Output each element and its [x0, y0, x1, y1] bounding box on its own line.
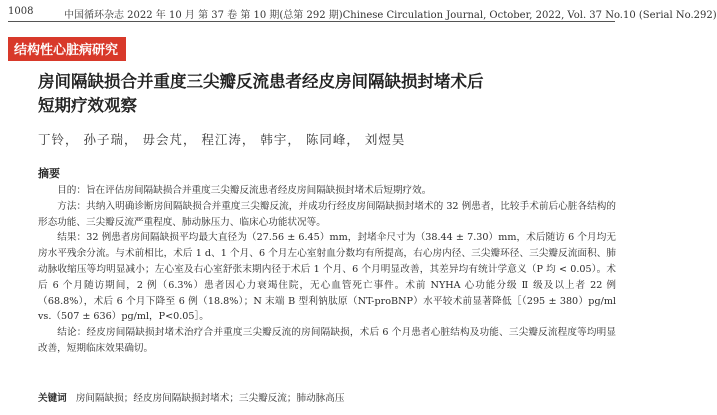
keywords-label: 关键词	[38, 393, 67, 404]
article-title	[38, 70, 598, 118]
abstract-body	[38, 183, 616, 357]
abstract-methods: 方法：共纳入明确诊断房间隔缺损合并重度三尖瓣反流，并成功行经皮房间隔缺损封堵术的 32 例患者，比较手术前后心脏各结构的形态功能、三尖瓣反流严重程度、肺动脉压力、临床心功能状况等。	[38, 200, 616, 228]
abstract-results: 结果：32 例患者房间隔缺损平均最大直径为（27.56 ± 6.45）mm，封堵伞尺寸为（38.44 ± 7.30）mm，术后随访 6 个月均无房水平残余分流。与术前相比，术后 1 d、1 个月、6 个月左心室射血分数均有所提高，右心房内径、三尖瓣环径、三尖瓣反流面积、肺动脉收缩压等均明显减小；左心室及右心室舒张末期内径于术后 1 个月、6 个月明显改善，其差异均有统计学意义（P 均 < 0.05）。术后 6 个月随访期间，2 例（6.3%）患者因心力衰竭住院，无心血管死亡事件。术前 NYHA 心功能分级 Ⅱ 级及以上者 22 例（68.8%），术后 6 个月下降至 6 例（18.8%）；N 末端 B 型利钠肽原（NT-proBNP）水平较术前显著降低［（295 ± 380）pg/ml vs.（507 ± 636）pg/ml，P<0.05］。	[38, 232, 616, 323]
title-line-2: 短期疗效观察	[38, 96, 137, 115]
page-number: 1008	[8, 6, 34, 17]
keywords-text: 房间隔缺损；经皮房间隔缺损封堵术；三尖瓣反流；肺动脉高压	[75, 393, 345, 404]
journal-citation: 中国循环杂志 2022 年 10 月 第 37 卷 第 10 期(总第 292 期)Chinese Circulation Journal, October, 2022, Vol. 37 No.10 (Serial No.292)	[64, 10, 717, 21]
header-divider	[8, 21, 615, 22]
keywords	[38, 390, 344, 404]
page-header	[0, 0, 717, 22]
abstract-objective: 目的：旨在评估房间隔缺损合并重度三尖瓣反流患者经皮房间隔缺损封堵术后短期疗效。	[57, 185, 432, 196]
author-list: 丁铃， 孙子瑞， 毋会芃， 程江涛， 韩宇， 陈同峰， 刘煜昊	[38, 132, 406, 147]
abstract-conclusion: 结论：经皮房间隔缺损封堵术治疗合并重度三尖瓣反流的房间隔缺损，术后 6 个月患者心脏结构及功能、三尖瓣反流程度等均明显改善，短期临床效果确切。	[38, 327, 616, 354]
section-tag: 结构性心脏病研究	[8, 37, 126, 61]
abstract-heading: 摘要	[38, 167, 60, 180]
title-line-1: 房间隔缺损合并重度三尖瓣反流患者经皮房间隔缺损封堵术后	[38, 72, 484, 91]
